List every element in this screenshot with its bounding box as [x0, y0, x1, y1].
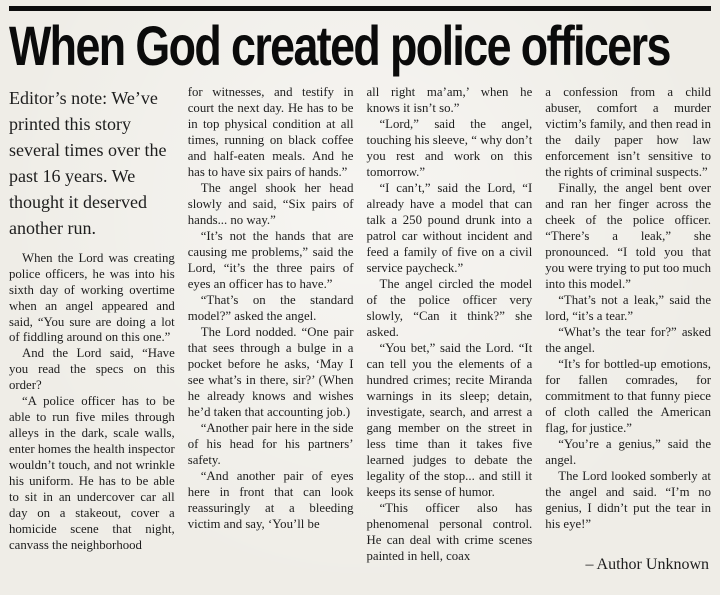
article-column-3: [367, 85, 533, 575]
byline: – Author Unknown: [585, 555, 709, 573]
article-column-1: [9, 85, 175, 575]
article-paragraph: “That’s not a leak,” said the lord, “it’s a tear.”: [545, 292, 711, 323]
article-paragraph: “This officer also has phenomenal personal control. He can deal with crime scenes painted in hell, coax: [366, 500, 533, 563]
article-paragraph: “It’s not the hands that are causing me problems,” said the Lord, “it’s the three pairs of eyes an officer has to have.”: [187, 228, 354, 291]
article-column-4: [545, 85, 711, 575]
article-paragraph: all right ma’am,’ when he knows it isn’t so.”: [366, 85, 533, 115]
article-paragraph: “I can’t,” said the Lord, “I already have a model that can talk a 250 pound drunk into a patrol car without incident and feed a family of five on a civil service paycheck.”: [366, 180, 533, 275]
article-paragraph: “And another pair of eyes here in front that can look reassuringly at a bleeding victim and say, ‘You’ll be: [187, 468, 354, 531]
article-columns: [9, 85, 711, 575]
article-paragraph: for witnesses, and testify in court the next day. He has to be in top physical condition at all times, running on black coffee and half-eaten meals. And he has to have six pairs of hands.”: [187, 85, 354, 179]
article-column-2: [188, 85, 354, 575]
article-paragraph: “Lord,” said the angel, touching his sleeve, “ why don’t you rest and work on this tomorrow.”: [366, 116, 533, 179]
top-rule-divider: [9, 6, 711, 11]
article-paragraph: The angel circled the model of the police officer very slowly, “Can it think?” she asked.: [366, 276, 533, 339]
article-paragraph: a confession from a child abuser, comfort a murder victim’s family, and then read in the daily paper how law enforcement isn’t sensitive to the rights of criminal suspects.”: [545, 85, 711, 179]
article-paragraph: “You’re a genius,” said the angel.: [545, 436, 711, 467]
article-paragraph: And the Lord said, “Have you read the specs on this order?: [9, 346, 175, 393]
editor-note: Editor’s note: We’ve printed this story several times over the past 16 years. We thought it deserved another run.: [9, 88, 167, 239]
article-paragraph: The angel shook her head slowly and said, “Six pairs of hands... no way.”: [187, 180, 354, 227]
article-paragraph: “That’s on the standard model?” asked the angel.: [187, 292, 354, 323]
article-paragraph: “A police officer has to be able to run five miles through alleys in the dark, scale walls, enter homes the health inspector wouldn’t touch, and not wrinkle his uniform. He has to be able to sit in an undercover car all day on a stakeout, cover a homicide scene that night, canvass the neighborhood: [9, 394, 175, 553]
page-title: When God created police officers: [9, 14, 670, 77]
article-paragraph: “It’s for bottled-up emotions, for fallen comrades, for commitment to that funny piece of cloth called the American flag, for justice.”: [545, 356, 711, 435]
article-paragraph: When the Lord was creating police officers, he was into his sixth day of working overtime when an angel appeared and said, “You sure are doing a lot of fiddling around on this one.”: [9, 250, 175, 345]
article-paragraph: “What’s the tear for?” asked the angel.: [545, 324, 711, 355]
article-paragraph: “You bet,” said the Lord. “It can tell you the elements of a hundred crimes; recite Miranda warnings in its sleep; detain, investigate, search, and arrest a gang member on the street in less time than it takes five learned judges to debate the legality of the stop... and still it keeps its sense of humor.: [366, 340, 533, 499]
article-paragraph: The Lord looked somberly at the angel and said. “I’m no genius, I didn’t put the tear in his eye!”: [545, 468, 711, 531]
article-paragraph: The Lord nodded. “One pair that sees through a bulge in a pocket before he asks, ‘May I see what’s in there, sir?’ (When he already knows and wishes he’d taken that accounting job.): [187, 324, 354, 419]
article-paragraph: Finally, the angel bent over and ran her finger across the cheek of the police officer. “There’s a leak,” she pronounced. “I told you that you were trying to put too much into this model.”: [545, 180, 711, 291]
article-paragraph: “Another pair here in the side of his head for his partners’ safety.: [187, 420, 354, 467]
